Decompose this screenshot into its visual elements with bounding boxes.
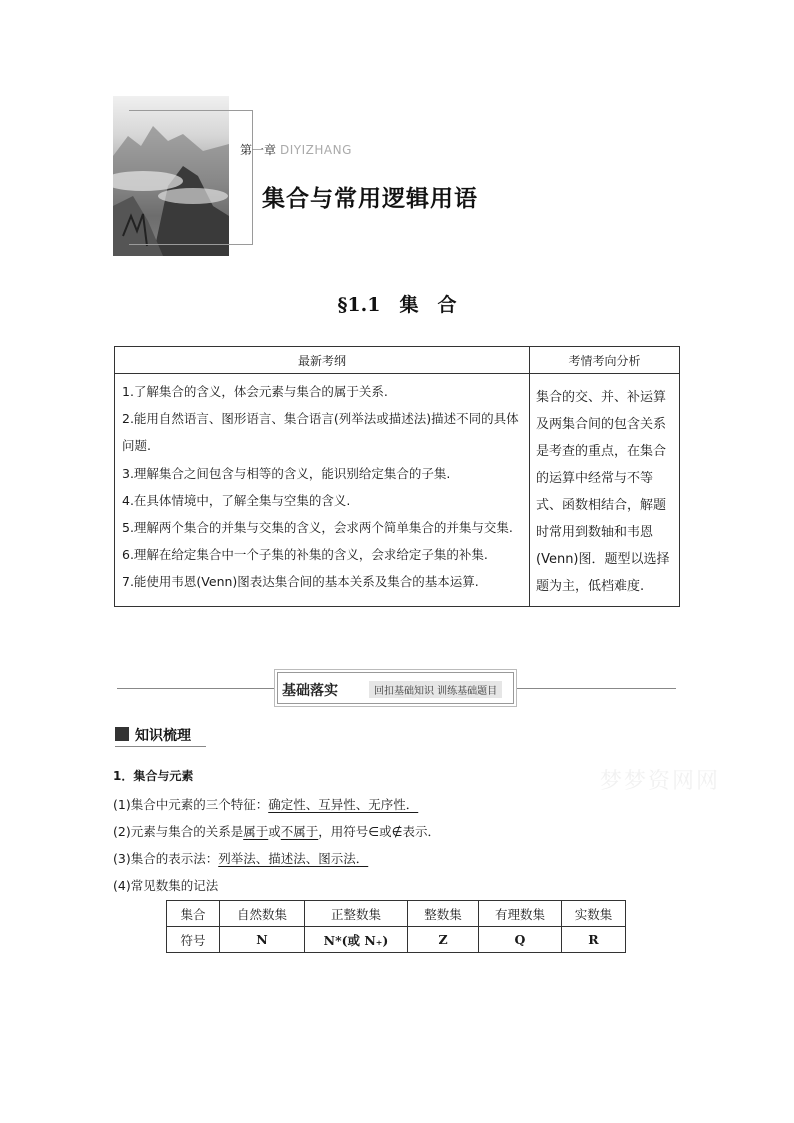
table-cell: R	[562, 927, 626, 953]
banner-title: 基础落实	[282, 683, 338, 699]
table-cell: 有理数集	[479, 901, 562, 927]
line2-prefix: (2)元素与集合的关系是	[113, 824, 244, 839]
chapter-frame	[129, 110, 253, 245]
line-4: (4)常见数集的记法	[113, 878, 219, 893]
line3-prefix: (3)集合的表示法：	[113, 851, 219, 866]
line2-suffix: ，用符号∈或∉表示．	[318, 824, 441, 839]
syllabus-item: 3.理解集合之间包含与相等的含义，能识别给定集合的子集.	[122, 465, 451, 481]
watermark: 梦梦资网网	[600, 769, 721, 794]
syllabus-item: 4.在具体情境中，了解全集与空集的含义.	[122, 492, 351, 508]
line1-answers: 确定性、互异性、无序性．	[268, 797, 419, 812]
table-cell: 自然数集	[220, 901, 305, 927]
syllabus-item: 5.理解两个集合的并集与交集的含义，会求两个简单集合的并集与交集.	[122, 520, 513, 536]
table-cell: 集合	[167, 901, 220, 927]
syllabus-header-row	[115, 347, 680, 374]
table-cell: N	[220, 927, 305, 953]
syllabus-header-right: 考情考向分析	[530, 347, 680, 374]
line-3	[113, 849, 368, 867]
syllabus-body-row	[115, 374, 680, 607]
section-title: §1.1 集 合	[337, 294, 457, 316]
table-cell: Z	[408, 927, 479, 953]
table-cell: N*(或 N₊)	[305, 927, 408, 953]
syllabus-table	[114, 346, 680, 607]
syllabus-item: 7.能使用韦恩(Venn)图表达集合间的基本关系及集合的基本运算.	[122, 574, 479, 590]
line-1	[113, 795, 418, 813]
line3-answers: 列举法、描述法、图示法．	[218, 851, 369, 866]
knowledge-underline	[115, 746, 206, 747]
syllabus-analysis: 集合的交、并、补运算及两集合间的包含关系是考查的重点，在集合的运算中经常与不等式、函数相结合，解题时常用到数轴和韦恩(Venn)图．题型以选择题为主，低档难度.	[530, 374, 680, 607]
syllabus-item: 2.能用自然语言、图形语言、集合语言(列举法或描述法)描述不同的具体问题.	[122, 411, 519, 454]
line1-prefix: (1)集合中元素的三个特征：	[113, 797, 269, 812]
number-sets-table	[166, 900, 626, 953]
line2-answer-a: 属于	[243, 824, 269, 839]
syllabus-item: 6.理解在给定集合中一个子集的补集的含义，会求给定子集的补集.	[122, 547, 488, 563]
table-cell: 整数集	[408, 901, 479, 927]
table-row	[167, 901, 626, 927]
banner-rule-right	[514, 688, 676, 689]
syllabus-items	[115, 374, 530, 607]
banner-subtitle: 回扣基础知识 训练基础题目	[369, 681, 502, 698]
line-2	[113, 822, 440, 840]
chapter-label	[240, 141, 352, 158]
table-cell: Q	[479, 927, 562, 953]
chapter-title: 集合与常用逻辑用语	[262, 186, 478, 212]
line2-or: 或	[268, 824, 281, 839]
table-row	[167, 927, 626, 953]
table-cell: 正整数集	[305, 901, 408, 927]
chapter-pinyin: DIYIZHANG	[280, 143, 352, 157]
table-cell: 符号	[167, 927, 220, 953]
syllabus-item: 1.了解集合的含义，体会元素与集合的属于关系.	[122, 384, 388, 399]
item1-heading: 1．集合与元素	[113, 769, 194, 783]
square-icon	[115, 727, 129, 741]
syllabus-header-left: 最新考纲	[115, 347, 530, 374]
table-cell: 实数集	[562, 901, 626, 927]
knowledge-heading: 知识梳理	[135, 728, 191, 744]
banner-rule-left	[117, 688, 277, 689]
line2-answer-b: 不属于	[280, 824, 319, 839]
chapter-number: 第一章	[240, 143, 277, 157]
